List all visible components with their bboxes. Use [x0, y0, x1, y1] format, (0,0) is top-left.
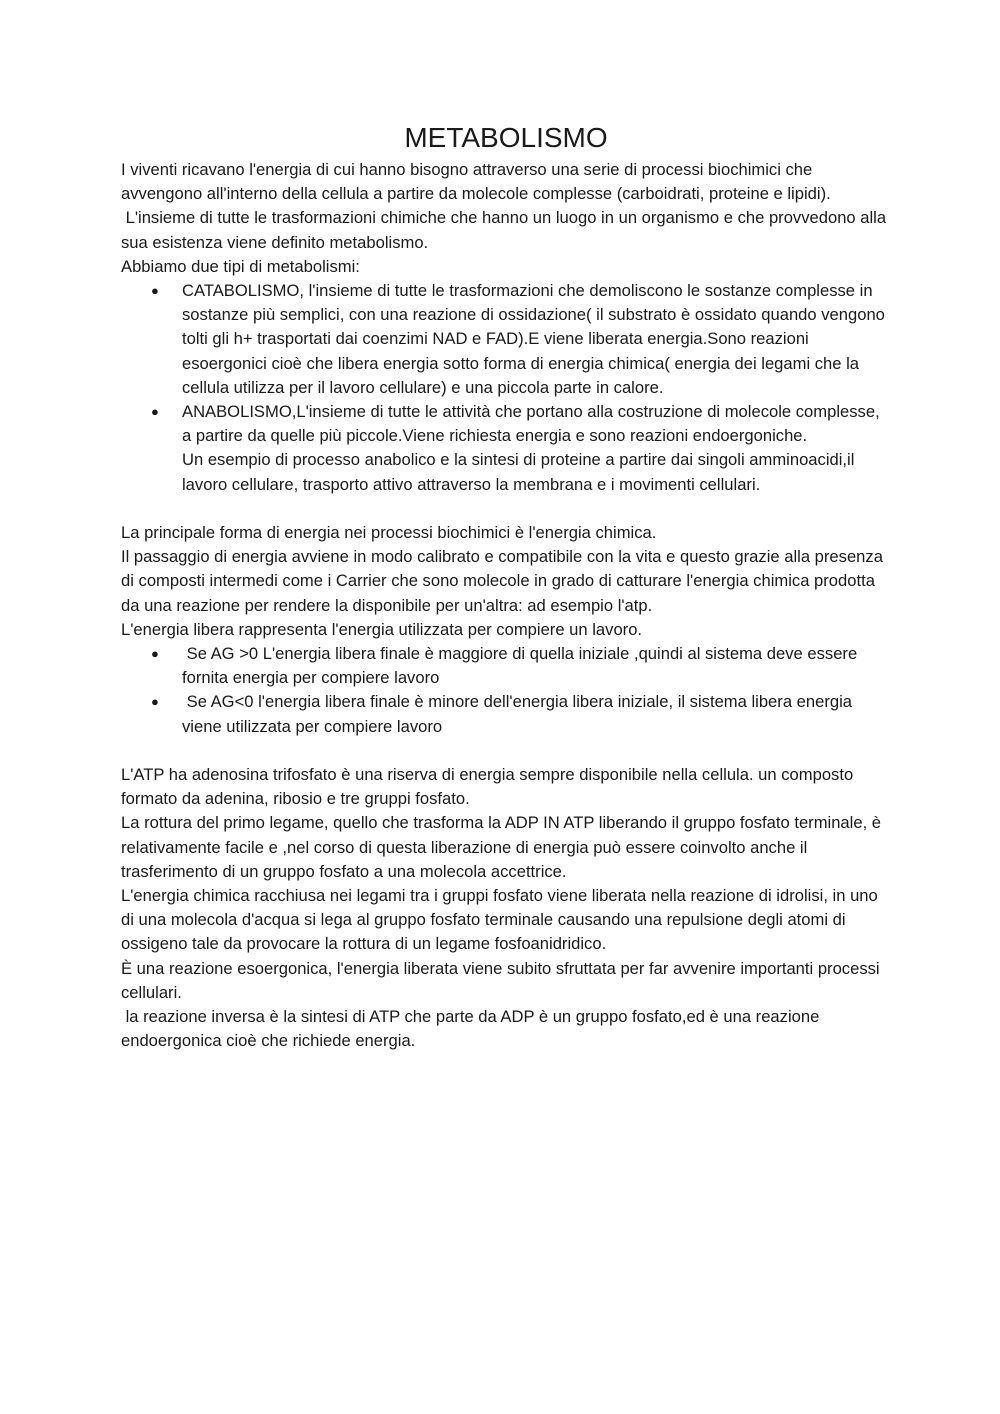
paragraph-gap — [121, 739, 891, 763]
free-energy-list — [121, 642, 891, 739]
energy-paragraph-3: L'energia libera rappresenta l'energia utilizzata per compiere un lavoro. — [121, 619, 643, 639]
bullet-icon: ● — [151, 404, 159, 420]
anabolism-text: ANABOLISMO,L'insieme di tutte le attività che portano alla costruzione di molecole complesse, a partire da quelle più piccole.Viene richiesta energia e sono reazioni endoergoniche. — [182, 402, 880, 446]
intro-paragraph-1: I viventi ricavano l'energia di cui hanno bisogno attraverso una serie di processi biochimici che avvengono all'interno della cellula a partire da molecole complesse (carboidrati, proteine e lipidi). — [121, 160, 831, 204]
paragraph-gap — [121, 497, 891, 521]
ag-positive-text: Se AG >0 L'energia libera finale è maggiore di quella iniziale ,quindi al sistema deve essere fornita energia per compiere lavoro — [182, 644, 862, 688]
atp-paragraph-2: La rottura del primo legame, quello che trasforma la ADP IN ATP liberando il gruppo fosfato terminale, è relativamente facile e ,nel corso di questa liberazione di energia può essere coinvolto anche il trasferimento di un gruppo fosfato a una molecola accettrice. — [121, 813, 882, 881]
energy-paragraph-2: Il passaggio di energia avviene in modo calibrato e compatibile con la vita e questo grazie alla presenza di composti intermedi come i Carrier che sono molecole in grado di catturare l'energia chimica prodotta da una reazione per rendere la disponibile per un'altra: ad esempio l'atp. — [121, 547, 883, 615]
intro-paragraph-3: Abbiamo due tipi di metabolismi: — [121, 256, 360, 276]
energy-paragraph-1: La principale forma di energia nei processi biochimici è l'energia chimica. — [121, 523, 657, 543]
atp-paragraph-4: È una reazione esoergonica, l'energia liberata viene subito sfruttata per far avvenire importanti processi cellulari. — [121, 958, 880, 1002]
metabolism-types-list — [121, 279, 891, 497]
list-item-ag-negative — [121, 690, 891, 738]
anabolism-example-text: Un esempio di processo anabolico e la sintesi di proteine a partire dai singoli amminoacidi,il lavoro cellulare, trasporto attivo attraverso la membrana e i movimenti cellulari. — [182, 450, 855, 494]
bullet-icon: ● — [151, 694, 159, 710]
catabolism-text: CATABOLISMO, l'insieme di tutte le trasformazioni che demoliscono le sostanze complesse in sostanze più semplici, con una reazione di ossidazione( il substrato è ossidato quando vengono tolti gli h+ trasportati dai coenzimi NAD e FAD).E viene liberata energia.Sono reazioni esoergonici cioè che libera energia sotto forma di energia chimica( energia dei legami che la cellula utilizza per il lavoro cellulare) e una piccola parte in calore. — [182, 281, 885, 397]
atp-paragraph-1: L'ATP ha adenosina trifosfato è una riserva di energia sempre disponibile nella cellula. un composto formato da adenina, ribosio e tre gruppi fosfato. — [121, 765, 854, 809]
ag-negative-text: Se AG<0 l'energia libera finale è minore dell'energia libera iniziale, il sistema libera energia viene utilizzata per compiere lavoro — [182, 692, 857, 736]
bullet-icon: ● — [151, 646, 159, 662]
atp-paragraph-3: L'energia chimica racchiusa nei legami tra i gruppi fosfato viene liberata nella reazione di idrolisi, in uno di una molecola d'acqua si lega al gruppo fosfato terminale causando una repulsione degli atomi di ossigeno tale da provocare la rottura di un legame fosfoanidridico. — [121, 886, 878, 954]
document-title: METABOLISMO — [404, 122, 608, 153]
list-item-ag-positive — [121, 642, 891, 690]
intro-paragraph-2: L'insieme di tutte le trasformazioni chimiche che hanno un luogo in un organismo e che provvedono alla sua esistenza viene definito metabolismo. — [121, 208, 891, 252]
list-item-catabolism — [121, 279, 891, 400]
bullet-icon: ● — [151, 283, 159, 299]
list-item-anabolism — [121, 400, 891, 497]
atp-paragraph-5: la reazione inversa è la sintesi di ATP che parte da ADP è un gruppo fosfato,ed è una reazione endoergonica cioè che richiede energia. — [121, 1007, 824, 1051]
document-page — [121, 118, 891, 1053]
